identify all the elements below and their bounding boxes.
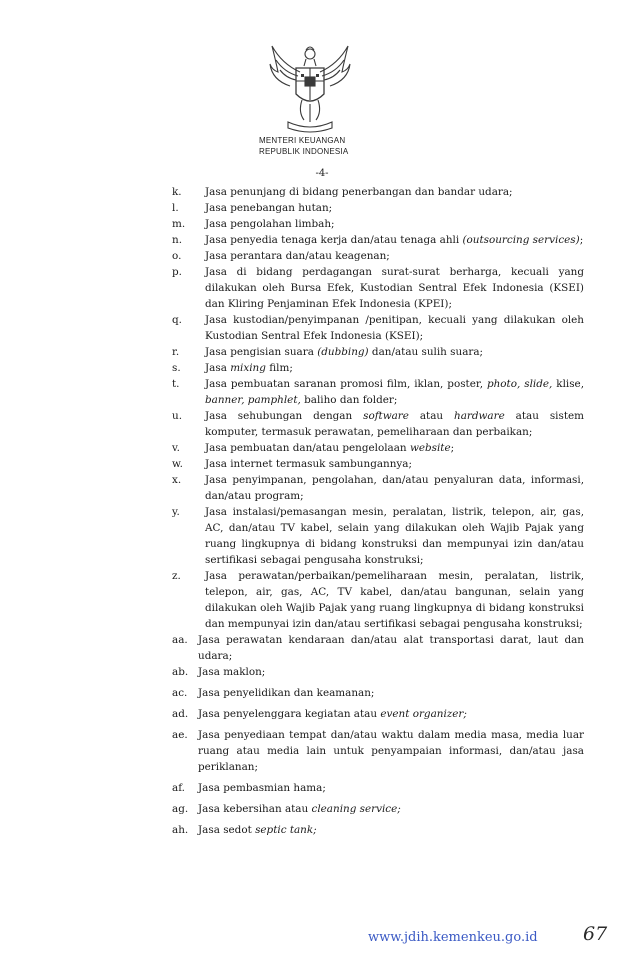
- italic-term: software: [363, 410, 409, 422]
- list-item-marker: l.: [172, 202, 179, 214]
- list-item: [172, 312, 584, 344]
- list-item-text: [198, 727, 584, 775]
- list-item: [172, 216, 584, 232]
- list-item-marker: o.: [172, 250, 182, 262]
- service-list: [172, 184, 584, 838]
- ministry-line-1: MENTERI KEUANGAN: [259, 136, 346, 145]
- list-item: [172, 780, 584, 796]
- list-item-marker: aa.: [172, 634, 188, 646]
- list-item-text: [205, 312, 584, 344]
- text-segment: atau: [408, 410, 455, 422]
- list-item-marker: k.: [172, 186, 182, 198]
- list-item-marker: af.: [172, 782, 185, 794]
- list-item-marker: w.: [172, 458, 183, 470]
- list-item: [172, 664, 584, 680]
- text-segment: Jasa penyimpanan, pengolahan, dan/atau penyaluran data, informasi, dan/atau program;: [205, 474, 584, 502]
- list-item-text: [198, 706, 584, 722]
- ministry-line-2: REPUBLIK INDONESIA: [259, 147, 349, 156]
- list-item-text: [198, 780, 584, 796]
- list-item: [172, 706, 584, 722]
- list-item-text: [205, 440, 584, 456]
- text-segment: Jasa penyedia tenaga kerja dan/atau tenaga ahli: [205, 234, 463, 246]
- list-item: [172, 376, 584, 408]
- list-item-text: [205, 408, 584, 440]
- italic-term: mixing: [230, 362, 266, 374]
- italic-term: banner, pamphlet,: [205, 394, 301, 406]
- italic-term: septic tank;: [255, 824, 317, 836]
- italic-term: photo, slide,: [486, 378, 553, 390]
- list-item-text: [205, 568, 584, 632]
- list-item: [172, 568, 584, 632]
- list-item-text: [205, 456, 584, 472]
- list-item-text: [205, 360, 584, 376]
- text-segment: Jasa perawatan/perbaikan/pemeliharaan mesin, peralatan, listrik, telepon, air, gas, AC, TV kabel, dan/atau bangunan, selain yang dilakukan oleh Wajib Pajak yang ruang lingkupnya di bidang konstruksi dan mempunyai izin dan/atau sertifikasi sebagai pengusaha konstruksi;: [205, 570, 584, 630]
- text-segment: Jasa pengolahan limbah;: [205, 218, 335, 230]
- italic-term: event organizer;: [380, 708, 467, 720]
- text-segment: Jasa perawatan kendaraan dan/atau alat transportasi darat, laut dan udara;: [198, 634, 584, 662]
- list-item-marker: ae.: [172, 729, 188, 741]
- list-item-text: [205, 472, 584, 504]
- list-item: [172, 632, 584, 664]
- list-item: [172, 344, 584, 360]
- text-segment: Jasa sehubungan dengan: [205, 410, 364, 422]
- text-segment: baliho dan folder;: [300, 394, 398, 406]
- italic-term: cleaning service;: [311, 803, 401, 815]
- list-item: [172, 264, 584, 312]
- list-item-text: [198, 822, 584, 838]
- italic-term: hardware: [454, 410, 505, 422]
- list-item-marker: u.: [172, 410, 182, 422]
- list-item: [172, 248, 584, 264]
- text-segment: Jasa penyediaan tempat dan/atau waktu dalam media masa, media luar ruang atau media lain untuk penyampaian informasi, dan/atau jasa periklanan;: [198, 729, 584, 773]
- text-segment: Jasa penyelidikan dan keamanan;: [198, 687, 375, 699]
- text-segment: Jasa: [205, 362, 231, 374]
- list-item: [172, 232, 584, 248]
- text-segment: Jasa penebangan hutan;: [205, 202, 333, 214]
- list-item-text: [205, 200, 584, 216]
- text-segment: Jasa kustodian/penyimpanan /penitipan, kecuali yang dilakukan oleh Kustodian Sentral Efek Indonesia (KSEI);: [205, 314, 584, 342]
- list-item-text: [205, 184, 584, 200]
- list-item-marker: ag.: [172, 803, 189, 815]
- italic-term: (outsourcing services): [462, 234, 580, 246]
- list-item-marker: p.: [172, 266, 182, 278]
- list-item-marker: n.: [172, 234, 182, 246]
- text-segment: Jasa maklon;: [198, 666, 266, 678]
- ministry-heading: [259, 135, 379, 157]
- list-item-marker: ab.: [172, 666, 189, 678]
- list-item-text: [205, 504, 584, 568]
- text-segment: ;: [579, 234, 584, 246]
- list-item: [172, 822, 584, 838]
- list-item-marker: q.: [172, 314, 182, 326]
- list-item-marker: s.: [172, 362, 181, 374]
- list-item-marker: v.: [172, 442, 180, 454]
- list-item-marker: m.: [172, 218, 186, 230]
- list-item-text: [205, 232, 584, 248]
- list-item-text: [198, 685, 584, 701]
- list-item-marker: ah.: [172, 824, 189, 836]
- list-item-marker: z.: [172, 570, 181, 582]
- text-segment: Jasa di bidang perdagangan surat-surat berharga, kecuali yang dilakukan oleh Bursa Efek, Kustodian Sentral Efek Indonesia (KSEI) dan Kliring Penjaminan Efek Indonesia (KPEI);: [205, 266, 584, 310]
- list-item: [172, 456, 584, 472]
- list-item-text: [205, 376, 584, 408]
- list-item: [172, 360, 584, 376]
- list-item: [172, 408, 584, 440]
- list-item: [172, 472, 584, 504]
- text-segment: Jasa perantara dan/atau keagenan;: [205, 250, 390, 262]
- text-segment: Jasa sedot: [198, 824, 256, 836]
- list-item: [172, 504, 584, 568]
- list-item-marker: x.: [172, 474, 182, 486]
- list-item-text: [205, 216, 584, 232]
- list-item: [172, 200, 584, 216]
- list-item: [172, 727, 584, 775]
- list-item-marker: ad.: [172, 708, 189, 720]
- list-item: [172, 685, 584, 701]
- list-item-text: [205, 264, 584, 312]
- list-item-text: [205, 344, 584, 360]
- text-segment: Jasa penunjang di bidang penerbangan dan bandar udara;: [205, 186, 513, 198]
- list-item: [172, 184, 584, 200]
- text-segment: Jasa pembuatan saranan promosi film, iklan, poster,: [205, 378, 487, 390]
- list-item: [172, 440, 584, 456]
- list-item-marker: y.: [172, 506, 180, 518]
- website-link[interactable]: www.jdih.kemenkeu.go.id: [368, 930, 538, 945]
- text-segment: Jasa penyelenggara kegiatan atau: [198, 708, 381, 720]
- list-item-marker: ac.: [172, 687, 188, 699]
- text-segment: dan/atau sulih suara;: [368, 346, 484, 358]
- text-segment: Jasa pengisian suara: [205, 346, 318, 358]
- list-item-text: [205, 248, 584, 264]
- italic-term: (dubbing): [317, 346, 369, 358]
- text-segment: Jasa kebersihan atau: [198, 803, 312, 815]
- text-segment: ;: [450, 442, 455, 454]
- list-item-text: [198, 632, 584, 664]
- handwritten-page-mark: 67: [583, 923, 608, 945]
- list-item: [172, 801, 584, 817]
- italic-term: website: [409, 442, 451, 454]
- page-number: -4-: [315, 168, 329, 179]
- text-segment: klise,: [552, 378, 585, 390]
- text-segment: film;: [265, 362, 293, 374]
- list-item-marker: t.: [172, 378, 180, 390]
- garuda-emblem-icon: [268, 42, 352, 134]
- text-segment: Jasa internet termasuk sambungannya;: [205, 458, 412, 470]
- text-segment: Jasa pembasmian hama;: [198, 782, 326, 794]
- text-segment: Jasa pembuatan dan/atau pengelolaan: [205, 442, 410, 454]
- list-item-marker: r.: [172, 346, 180, 358]
- text-segment: Jasa instalasi/pemasangan mesin, peralatan, listrik, telepon, air, gas, AC, dan/atau TV kabel, selain yang dilakukan oleh Wajib Pajak yang ruang lingkupnya di bidang konstruksi dan mempunyai izin dan/atau sertifikasi sebagai pengusaha konstruksi;: [205, 506, 584, 566]
- list-item-text: [198, 801, 584, 817]
- list-item-text: [198, 664, 584, 680]
- text-segment: atau sistem komputer, termasuk perawatan, pemeliharaan dan perbaikan;: [205, 410, 584, 438]
